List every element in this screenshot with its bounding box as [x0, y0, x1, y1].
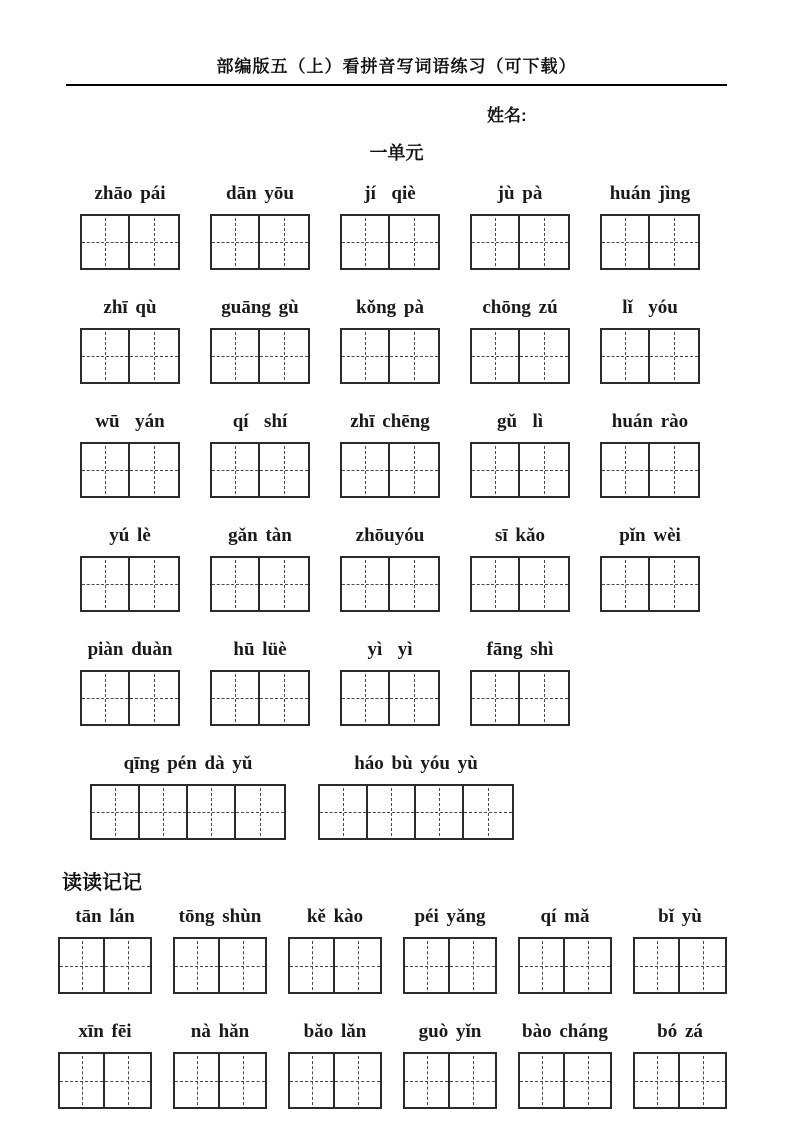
writing-cell — [390, 558, 438, 610]
pinyin-label: bó zá — [657, 1021, 703, 1042]
writing-grid — [210, 328, 310, 384]
pinyin-label: bào cháng — [522, 1021, 608, 1042]
writing-cell — [635, 1054, 680, 1107]
word-row — [0, 524, 793, 612]
writing-cell — [212, 330, 260, 382]
pinyin-label: guò yǐn — [418, 1021, 482, 1042]
writing-grid — [80, 556, 180, 612]
word-row — [0, 638, 793, 726]
word-unit — [210, 296, 310, 384]
word-unit — [340, 296, 440, 384]
word-unit — [600, 182, 700, 270]
word-unit — [470, 638, 570, 726]
pinyin-label: piàn duàn — [87, 639, 173, 660]
pinyin-label: hū lüè — [233, 639, 287, 660]
word-row — [0, 905, 793, 994]
writing-cell — [464, 786, 512, 838]
writing-cell — [405, 1054, 450, 1107]
word-unit — [340, 638, 440, 726]
pinyin-label: sī kǎo — [495, 525, 545, 546]
word-unit — [173, 1020, 267, 1109]
writing-cell — [175, 939, 220, 992]
writing-grid — [470, 556, 570, 612]
writing-cell — [82, 330, 130, 382]
writing-grid — [318, 784, 514, 840]
writing-cell — [92, 786, 140, 838]
writing-cell — [335, 939, 380, 992]
writing-cell — [130, 558, 178, 610]
word-unit — [210, 182, 310, 270]
writing-grid — [403, 1052, 497, 1109]
writing-cell — [130, 216, 178, 268]
writing-grid — [210, 556, 310, 612]
writing-cell — [335, 1054, 380, 1107]
writing-cell — [472, 216, 520, 268]
writing-cell — [212, 558, 260, 610]
section-heading-unit1: 一单元 — [369, 143, 424, 163]
writing-grid — [600, 556, 700, 612]
pinyin-label: guāng gù — [221, 297, 299, 318]
section-heading-dudujiji: 读读记记 — [62, 872, 142, 894]
pinyin-label: péi yǎng — [414, 906, 486, 927]
writing-grid — [600, 214, 700, 270]
writing-cell — [520, 216, 568, 268]
writing-cell — [175, 1054, 220, 1107]
word-unit — [210, 638, 310, 726]
word-unit — [518, 1020, 612, 1109]
dudujiji-word-rows — [0, 905, 793, 1109]
writing-grid — [288, 937, 382, 994]
writing-grid — [470, 214, 570, 270]
pinyin-label: dān yōu — [226, 183, 294, 204]
word-unit — [210, 524, 310, 612]
writing-grid — [518, 1052, 612, 1109]
pinyin-label: kǒng pà — [356, 297, 424, 318]
writing-cell — [602, 444, 650, 496]
writing-cell — [680, 939, 725, 992]
writing-cell — [212, 444, 260, 496]
word-unit — [288, 905, 382, 994]
pinyin-label: yì yì — [367, 639, 413, 660]
writing-grid — [470, 328, 570, 384]
word-unit — [600, 296, 700, 384]
writing-grid — [340, 214, 440, 270]
word-unit — [58, 905, 152, 994]
writing-cell — [260, 558, 308, 610]
writing-cell — [680, 1054, 725, 1107]
writing-cell — [565, 939, 610, 992]
writing-cell — [188, 786, 236, 838]
writing-cell — [650, 558, 698, 610]
writing-cell — [82, 444, 130, 496]
writing-cell — [60, 939, 105, 992]
word-unit — [80, 410, 180, 498]
writing-cell — [342, 330, 390, 382]
writing-grid — [518, 937, 612, 994]
word-unit — [403, 905, 497, 994]
writing-grid — [210, 670, 310, 726]
pinyin-label: zhī qù — [103, 297, 157, 318]
writing-grid — [340, 670, 440, 726]
pinyin-label: huán rào — [611, 411, 689, 432]
writing-cell — [602, 216, 650, 268]
pinyin-label: bǎo lǎn — [303, 1021, 367, 1042]
writing-grid — [80, 328, 180, 384]
word-row — [0, 410, 793, 498]
writing-grid — [210, 442, 310, 498]
writing-cell — [130, 672, 178, 724]
word-row — [0, 296, 793, 384]
pinyin-label: gǎn tàn — [228, 525, 292, 546]
word-unit — [80, 524, 180, 612]
writing-grid — [633, 937, 727, 994]
word-unit — [340, 410, 440, 498]
word-unit — [340, 182, 440, 270]
writing-cell — [405, 939, 450, 992]
writing-cell — [520, 330, 568, 382]
writing-cell — [520, 939, 565, 992]
writing-cell — [390, 444, 438, 496]
word-unit — [80, 182, 180, 270]
pinyin-label: kě kào — [306, 906, 364, 927]
writing-cell — [342, 216, 390, 268]
pinyin-label: jí qiè — [364, 183, 416, 204]
writing-cell — [450, 1054, 495, 1107]
word-unit — [633, 1020, 727, 1109]
writing-cell — [320, 786, 368, 838]
writing-cell — [105, 1054, 150, 1107]
word-unit — [90, 752, 286, 840]
writing-cell — [212, 216, 260, 268]
writing-grid — [470, 670, 570, 726]
writing-cell — [520, 1054, 565, 1107]
word-unit — [470, 296, 570, 384]
pinyin-label: qīng pén dà yǔ — [123, 753, 253, 774]
writing-grid — [288, 1052, 382, 1109]
writing-cell — [650, 330, 698, 382]
word-row — [0, 182, 793, 270]
writing-cell — [472, 330, 520, 382]
writing-cell — [260, 672, 308, 724]
pinyin-label: gǔ lì — [496, 411, 544, 432]
pinyin-label: xīn fēi — [78, 1021, 132, 1042]
writing-cell — [602, 558, 650, 610]
writing-cell — [130, 330, 178, 382]
word-unit — [470, 182, 570, 270]
writing-grid — [403, 937, 497, 994]
writing-grid — [210, 214, 310, 270]
writing-cell — [602, 330, 650, 382]
word-unit — [58, 1020, 152, 1109]
pinyin-label: pǐn wèi — [619, 525, 681, 546]
pinyin-label: zhāo pái — [94, 183, 166, 204]
pinyin-label: qí mǎ — [540, 906, 590, 927]
pinyin-label: zhī chēng — [350, 411, 430, 432]
writing-grid — [80, 442, 180, 498]
pinyin-label: bǐ yù — [658, 906, 702, 927]
pinyin-label: tān lán — [75, 906, 135, 927]
writing-cell — [342, 672, 390, 724]
writing-cell — [260, 330, 308, 382]
writing-grid — [90, 784, 286, 840]
writing-cell — [236, 786, 284, 838]
writing-cell — [290, 939, 335, 992]
page-title: 部编版五（上）看拼音写词语练习（可下载） — [216, 57, 577, 76]
writing-grid — [173, 937, 267, 994]
pinyin-label: zhōuyóu — [355, 525, 425, 546]
writing-cell — [140, 786, 188, 838]
word-unit — [210, 410, 310, 498]
writing-cell — [260, 216, 308, 268]
pinyin-label: fāng shì — [486, 639, 554, 660]
writing-cell — [260, 444, 308, 496]
word-row — [0, 752, 793, 840]
writing-cell — [390, 216, 438, 268]
writing-cell — [472, 672, 520, 724]
pinyin-label: jù pà — [497, 183, 543, 204]
writing-cell — [368, 786, 416, 838]
word-unit — [600, 524, 700, 612]
title-divider — [66, 84, 727, 86]
pinyin-label: qí shí — [232, 411, 288, 432]
name-label: 姓名: — [487, 106, 527, 125]
writing-cell — [520, 444, 568, 496]
writing-cell — [220, 939, 265, 992]
word-unit — [340, 524, 440, 612]
writing-grid — [600, 442, 700, 498]
writing-cell — [650, 444, 698, 496]
writing-cell — [416, 786, 464, 838]
writing-cell — [635, 939, 680, 992]
writing-cell — [390, 330, 438, 382]
pinyin-label: yú lè — [109, 525, 151, 546]
writing-cell — [520, 558, 568, 610]
writing-cell — [290, 1054, 335, 1107]
writing-cell — [82, 216, 130, 268]
word-unit — [288, 1020, 382, 1109]
writing-cell — [390, 672, 438, 724]
writing-cell — [472, 444, 520, 496]
writing-cell — [130, 444, 178, 496]
word-unit — [80, 638, 180, 726]
writing-cell — [565, 1054, 610, 1107]
writing-grid — [340, 328, 440, 384]
word-row — [0, 1020, 793, 1109]
word-unit — [80, 296, 180, 384]
pinyin-label: wū yán — [95, 411, 165, 432]
word-unit — [403, 1020, 497, 1109]
writing-cell — [650, 216, 698, 268]
pinyin-label: háo bù yóu yù — [354, 753, 478, 774]
word-unit — [600, 410, 700, 498]
writing-cell — [450, 939, 495, 992]
word-unit — [470, 524, 570, 612]
writing-grid — [80, 214, 180, 270]
word-unit — [470, 410, 570, 498]
pinyin-label: nà hǎn — [190, 1021, 250, 1042]
unit1-word-rows — [0, 182, 793, 840]
pinyin-label: lǐ yóu — [622, 297, 678, 318]
word-unit — [518, 905, 612, 994]
writing-grid — [633, 1052, 727, 1109]
word-unit — [318, 752, 514, 840]
writing-grid — [173, 1052, 267, 1109]
writing-grid — [600, 328, 700, 384]
writing-cell — [60, 1054, 105, 1107]
writing-grid — [58, 1052, 152, 1109]
writing-cell — [212, 672, 260, 724]
pinyin-label: huán jìng — [609, 183, 691, 204]
writing-cell — [342, 444, 390, 496]
writing-cell — [82, 558, 130, 610]
writing-cell — [520, 672, 568, 724]
word-unit — [173, 905, 267, 994]
writing-grid — [340, 442, 440, 498]
pinyin-label: tōng shùn — [178, 906, 262, 927]
writing-cell — [472, 558, 520, 610]
writing-cell — [82, 672, 130, 724]
pinyin-label: chōng zú — [482, 297, 558, 318]
writing-cell — [220, 1054, 265, 1107]
writing-grid — [80, 670, 180, 726]
writing-grid — [470, 442, 570, 498]
word-unit — [633, 905, 727, 994]
writing-grid — [58, 937, 152, 994]
writing-cell — [105, 939, 150, 992]
writing-grid — [340, 556, 440, 612]
writing-cell — [342, 558, 390, 610]
